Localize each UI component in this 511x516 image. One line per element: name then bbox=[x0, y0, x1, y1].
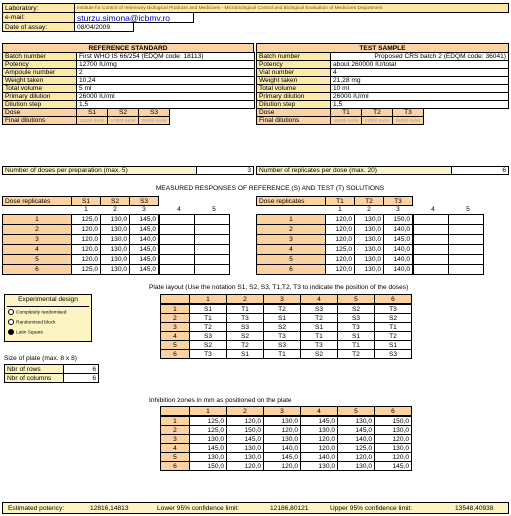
response-cell[interactable]: 120,0 bbox=[325, 254, 355, 265]
plate-col-header: 5 bbox=[337, 294, 375, 304]
response-cell[interactable]: 130,0 bbox=[354, 264, 384, 275]
upper-limit-label: Upper 95% confidence limit: bbox=[330, 505, 413, 512]
zones-row-header: 1 bbox=[160, 416, 190, 426]
zones-row-header: 6 bbox=[160, 461, 190, 471]
response-cell[interactable]: 130,0 bbox=[354, 234, 384, 245]
test-row-value[interactable]: 1,5 bbox=[330, 100, 509, 109]
zones-cell[interactable]: 120,0 bbox=[226, 461, 264, 471]
response-cell[interactable]: 120,0 bbox=[71, 244, 101, 255]
zones-cell[interactable]: 140,0 bbox=[300, 452, 338, 462]
test-dose-t2: T2 bbox=[361, 108, 393, 117]
plate-col-header: 4 bbox=[300, 294, 338, 304]
zones-cell[interactable]: 120,0 bbox=[374, 434, 412, 444]
plate-cell[interactable]: S1 bbox=[226, 349, 264, 359]
test-row-value[interactable]: 26000 IU/ml bbox=[330, 92, 509, 101]
responses-col-header: Dose replicates bbox=[2, 196, 72, 206]
zones-cell[interactable]: 145,0 bbox=[300, 416, 338, 426]
design-option[interactable] bbox=[8, 329, 91, 336]
zones-cell[interactable]: 125,0 bbox=[337, 443, 375, 453]
plate-cell[interactable]: S2 bbox=[300, 349, 338, 359]
response-cell[interactable]: 130,0 bbox=[100, 244, 130, 255]
reference-row-value[interactable]: 26000 IU/ml bbox=[76, 92, 255, 101]
zones-cell[interactable]: 130,0 bbox=[374, 443, 412, 453]
zones-cell[interactable]: 130,0 bbox=[337, 416, 375, 426]
reference-final-dilution: 26000 IU/ml bbox=[138, 116, 170, 125]
reference-row-value[interactable]: 12700 IU/mg bbox=[76, 60, 255, 69]
design-box bbox=[4, 294, 92, 342]
response-cell[interactable]: 145,0 bbox=[129, 244, 159, 255]
response-cell[interactable]: 145,0 bbox=[129, 214, 159, 225]
potency-label: Estimated potency: bbox=[8, 505, 65, 512]
plate-col-header: 1 bbox=[189, 294, 227, 304]
design-options bbox=[5, 309, 91, 336]
plate-size-label: Size of plate (max. 8 x 8) bbox=[4, 355, 77, 362]
zones-title: Inhibition zones in mm as positioned on the plate bbox=[149, 397, 292, 404]
results-bar bbox=[2, 502, 509, 514]
plate-cell[interactable]: S1 bbox=[189, 304, 227, 314]
reference-row-value[interactable]: 1,5 bbox=[76, 100, 255, 109]
plate-cell[interactable]: S2 bbox=[263, 322, 301, 332]
plate-cell[interactable]: T1 bbox=[226, 304, 264, 314]
zones-cell[interactable]: 145,0 bbox=[263, 452, 301, 462]
response-cell[interactable]: 140,0 bbox=[383, 224, 413, 235]
reference-row-label: Ampoule number bbox=[2, 68, 77, 77]
responses-col-header: S1 bbox=[71, 196, 101, 206]
responses-col-header: Dose replicates bbox=[256, 196, 326, 206]
responses-col-number: 4 bbox=[177, 206, 181, 213]
response-cell-empty[interactable] bbox=[159, 264, 195, 275]
design-option[interactable] bbox=[8, 319, 91, 326]
response-cell[interactable]: 130,0 bbox=[354, 214, 384, 225]
replicate-number: 4 bbox=[256, 244, 326, 255]
reference-row-label: Potency bbox=[2, 60, 77, 69]
response-cell[interactable]: 130,0 bbox=[100, 224, 130, 235]
response-cell[interactable]: 130,0 bbox=[354, 224, 384, 235]
reference-row-label: Dilution step bbox=[2, 100, 77, 109]
test-row-value[interactable]: about 260000 IU/total bbox=[330, 60, 509, 69]
zones-row-header: 2 bbox=[160, 425, 190, 435]
plate-cell[interactable]: S3 bbox=[226, 322, 264, 332]
lower-limit-value: 12186,80121 bbox=[270, 505, 309, 512]
responses-col-number: 1 bbox=[84, 206, 88, 213]
test-row-label: Weight taken bbox=[256, 76, 331, 85]
responses-col-number: 5 bbox=[466, 206, 470, 213]
responses-col-number: 1 bbox=[338, 206, 342, 213]
replicates-count-input[interactable]: 6 bbox=[451, 166, 509, 175]
test-dose-label: Dose bbox=[256, 108, 331, 117]
plate-cell[interactable]: S3 bbox=[263, 340, 301, 350]
zones-cell[interactable]: 145,0 bbox=[337, 425, 375, 435]
nrows-label: Nbr of rows bbox=[4, 364, 64, 374]
doses-count-label: Number of doses per preparation (max. 5) bbox=[2, 166, 197, 175]
ncols-label: Nbr of columns bbox=[4, 373, 64, 383]
response-cell[interactable]: 145,0 bbox=[129, 224, 159, 235]
zones-col-header: 3 bbox=[263, 406, 301, 416]
response-cell[interactable]: 120,0 bbox=[325, 224, 355, 235]
responses-col-number: 2 bbox=[367, 206, 371, 213]
response-cell[interactable]: 125,0 bbox=[71, 214, 101, 225]
response-cell[interactable]: 120,0 bbox=[71, 254, 101, 265]
zones-cell[interactable]: 145,0 bbox=[189, 443, 227, 453]
plate-col-header: 3 bbox=[263, 294, 301, 304]
plate-cell[interactable]: T1 bbox=[189, 313, 227, 323]
response-cell-empty[interactable] bbox=[413, 264, 449, 275]
response-cell[interactable]: 145,0 bbox=[129, 254, 159, 265]
response-cell[interactable]: 150,0 bbox=[383, 214, 413, 225]
reference-final-dilution: 17000 IU/ml bbox=[107, 116, 139, 125]
design-option-label: Randomised block bbox=[16, 319, 56, 325]
test-final-label: Final dilutions bbox=[256, 116, 331, 125]
response-cell[interactable]: 145,0 bbox=[383, 234, 413, 245]
zones-cell[interactable]: 125,0 bbox=[189, 416, 227, 426]
response-cell[interactable]: 120,0 bbox=[71, 224, 101, 235]
response-cell[interactable]: 140,0 bbox=[383, 254, 413, 265]
zones-corner bbox=[160, 406, 190, 416]
zones-cell[interactable]: 130,0 bbox=[374, 425, 412, 435]
date-label: Date of assay: bbox=[2, 22, 75, 32]
plate-cell[interactable]: T3 bbox=[337, 322, 375, 332]
response-cell[interactable]: 140,0 bbox=[383, 264, 413, 275]
lower-limit-label: Lower 95% confidence limit: bbox=[157, 505, 240, 512]
plate-row-header: 1 bbox=[160, 304, 190, 314]
plate-cell[interactable]: T2 bbox=[337, 349, 375, 359]
reference-dose-s2: S2 bbox=[107, 108, 139, 117]
test-dose-t3: T3 bbox=[392, 108, 424, 117]
zones-cell[interactable]: 120,0 bbox=[300, 443, 338, 453]
reference-dose-s3: S3 bbox=[138, 108, 170, 117]
doses-count-input[interactable]: 3 bbox=[196, 166, 254, 175]
response-cell[interactable]: 120,0 bbox=[325, 234, 355, 245]
ncols-input[interactable]: 6 bbox=[63, 373, 99, 383]
plate-cell[interactable]: S2 bbox=[374, 313, 412, 323]
zones-cell[interactable]: 130,0 bbox=[337, 461, 375, 471]
plate-cell[interactable]: S3 bbox=[300, 304, 338, 314]
response-cell[interactable]: 130,0 bbox=[100, 234, 130, 245]
radio-button-icon[interactable] bbox=[8, 319, 14, 325]
response-cell[interactable]: 120,0 bbox=[71, 234, 101, 245]
reference-dose-s1: S1 bbox=[76, 108, 108, 117]
test-row-label: Potency bbox=[256, 60, 331, 69]
test-row-label: Dilution step bbox=[256, 100, 331, 109]
plate-cell[interactable]: T3 bbox=[300, 340, 338, 350]
reference-row-label: Total volume bbox=[2, 84, 77, 93]
zones-cell[interactable]: 140,0 bbox=[337, 434, 375, 444]
radio-button-icon[interactable] bbox=[8, 309, 14, 315]
replicate-number: 1 bbox=[256, 214, 326, 225]
zones-row-header: 3 bbox=[160, 434, 190, 444]
plate-cell[interactable]: T1 bbox=[374, 322, 412, 332]
nrows-input[interactable]: 6 bbox=[63, 364, 99, 374]
plate-cell[interactable]: S2 bbox=[226, 331, 264, 341]
response-cell[interactable]: 120,0 bbox=[325, 264, 355, 275]
zones-col-header: 6 bbox=[374, 406, 412, 416]
plate-cell[interactable]: T1 bbox=[263, 349, 301, 359]
plate-cell[interactable]: S1 bbox=[374, 340, 412, 350]
zones-cell[interactable]: 120,0 bbox=[374, 452, 412, 462]
responses-col-header: S3 bbox=[129, 196, 159, 206]
replicate-number: 2 bbox=[2, 224, 72, 235]
plate-col-header: 2 bbox=[226, 294, 264, 304]
responses-col-number: 5 bbox=[212, 206, 216, 213]
replicate-number: 6 bbox=[2, 264, 72, 275]
response-cell-empty[interactable] bbox=[448, 264, 484, 275]
replicate-number: 5 bbox=[2, 254, 72, 265]
plate-corner bbox=[160, 294, 190, 304]
test-row-value[interactable]: 10 ml bbox=[330, 84, 509, 93]
zones-cell[interactable]: 130,0 bbox=[263, 434, 301, 444]
zones-cell[interactable]: 130,0 bbox=[189, 434, 227, 444]
test-row-value[interactable]: 4 bbox=[330, 68, 509, 77]
replicates-count-label: Number of replicates per dose (max. 20) bbox=[256, 166, 452, 175]
plate-cell[interactable]: T1 bbox=[337, 340, 375, 350]
reference-title: REFERENCE STANDARD bbox=[2, 43, 254, 53]
zones-cell[interactable]: 120,0 bbox=[263, 461, 301, 471]
zones-cell[interactable]: 120,0 bbox=[226, 416, 264, 426]
plate-cell[interactable]: T1 bbox=[300, 331, 338, 341]
reference-row-label: Weight taken bbox=[2, 76, 77, 85]
zones-cell[interactable]: 120,0 bbox=[263, 425, 301, 435]
plate-row-header: 5 bbox=[160, 340, 190, 350]
zones-cell[interactable]: 125,0 bbox=[189, 425, 227, 435]
responses-col-header: T1 bbox=[325, 196, 355, 206]
plate-cell[interactable]: S1 bbox=[263, 313, 301, 323]
responses-col-header: S2 bbox=[100, 196, 130, 206]
test-row-label: Primary dilution bbox=[256, 92, 331, 101]
responses-col-number: 3 bbox=[142, 206, 146, 213]
test-row-value[interactable]: 21,28 mg bbox=[330, 76, 509, 85]
zones-cell[interactable]: 130,0 bbox=[263, 416, 301, 426]
test-dose-t1: T1 bbox=[330, 108, 362, 117]
reference-row-label: Primary dilution bbox=[2, 92, 77, 101]
response-cell[interactable]: 125,0 bbox=[71, 264, 101, 275]
responses-col-number: 3 bbox=[396, 206, 400, 213]
replicate-number: 3 bbox=[256, 234, 326, 245]
test-final-dilution: 26000 IU/ml bbox=[392, 116, 424, 125]
response-cell[interactable]: 130,0 bbox=[100, 254, 130, 265]
reference-final-dilution: 11000 IU/ml bbox=[76, 116, 108, 125]
plate-cell[interactable]: T3 bbox=[263, 331, 301, 341]
zones-row-header: 4 bbox=[160, 443, 190, 453]
plate-cell[interactable]: T3 bbox=[226, 313, 264, 323]
response-cell[interactable]: 130,0 bbox=[354, 244, 384, 255]
zones-cell[interactable]: 130,0 bbox=[226, 452, 264, 462]
plate-cell[interactable]: S2 bbox=[189, 340, 227, 350]
zones-cell[interactable]: 120,0 bbox=[300, 434, 338, 444]
responses-col-number: 2 bbox=[113, 206, 117, 213]
reference-row-value[interactable]: 2 bbox=[76, 68, 255, 77]
laboratory-value[interactable]: Institute for Control of Veterinary Biological Products and Medicines - Microbiological Control and Biological Evaluation of Medicines Department bbox=[74, 3, 509, 13]
reference-row-label: Batch number bbox=[2, 52, 77, 61]
plate-cell[interactable]: T2 bbox=[226, 340, 264, 350]
email-link[interactable]: sturzu.simona@icbmv.ro bbox=[77, 13, 171, 23]
reference-final-label: Final dilutions bbox=[2, 116, 77, 125]
zones-col-header: 4 bbox=[300, 406, 338, 416]
plate-cell[interactable]: S2 bbox=[337, 304, 375, 314]
zones-cell[interactable]: 145,0 bbox=[374, 461, 412, 471]
zones-cell[interactable]: 130,0 bbox=[226, 443, 264, 453]
zones-cell[interactable]: 150,0 bbox=[189, 461, 227, 471]
zones-row-header: 5 bbox=[160, 452, 190, 462]
radio-button-icon[interactable] bbox=[8, 329, 14, 335]
replicate-number: 4 bbox=[2, 244, 72, 255]
zones-cell[interactable]: 140,0 bbox=[263, 443, 301, 453]
date-field[interactable]: 08/04/2009 bbox=[74, 22, 134, 32]
test-final-dilution: 17000 IU/ml bbox=[361, 116, 393, 125]
plate-row-header: 3 bbox=[160, 322, 190, 332]
test-row-label: Total volume bbox=[256, 84, 331, 93]
responses-col-number: 4 bbox=[431, 206, 435, 213]
reference-row-value[interactable]: 5 ml bbox=[76, 84, 255, 93]
design-option[interactable] bbox=[8, 309, 91, 316]
response-cell[interactable]: 125,0 bbox=[325, 244, 355, 255]
zones-cell[interactable]: 150,0 bbox=[226, 425, 264, 435]
response-cell[interactable]: 145,0 bbox=[129, 264, 159, 275]
zones-col-header: 1 bbox=[189, 406, 227, 416]
upper-limit-value: 13548,40938 bbox=[455, 505, 494, 512]
plate-row-header: 6 bbox=[160, 349, 190, 359]
zones-cell[interactable]: 130,0 bbox=[300, 461, 338, 471]
plate-col-header: 6 bbox=[374, 294, 412, 304]
responses-col-header: T3 bbox=[383, 196, 413, 206]
zones-cell[interactable]: 130,0 bbox=[189, 452, 227, 462]
zones-cell[interactable]: 130,0 bbox=[300, 425, 338, 435]
replicate-number: 2 bbox=[256, 224, 326, 235]
reference-row-value[interactable]: First WHO IS 66/254 (EDQM code: 18113) bbox=[76, 52, 255, 61]
plate-cell[interactable]: T2 bbox=[374, 331, 412, 341]
test-row-label: Vial number bbox=[256, 68, 331, 77]
zones-cell[interactable]: 145,0 bbox=[226, 434, 264, 444]
replicate-number: 6 bbox=[256, 264, 326, 275]
response-cell-empty[interactable] bbox=[194, 264, 230, 275]
plate-cell[interactable]: T2 bbox=[300, 313, 338, 323]
test-final-dilution: 11000 IU/ml bbox=[330, 116, 362, 125]
email-label: e-mail: bbox=[2, 12, 75, 23]
zones-col-header: 2 bbox=[226, 406, 264, 416]
response-cell[interactable]: 140,0 bbox=[383, 244, 413, 255]
replicate-number: 3 bbox=[2, 234, 72, 245]
responses-col-header: T2 bbox=[354, 196, 384, 206]
zones-cell[interactable]: 150,0 bbox=[374, 416, 412, 426]
reference-row-value[interactable]: 10,24 bbox=[76, 76, 255, 85]
plate-title: Plate layout (Use the notation S1, S2, S3, T1,T2, T3 to indicate the position of the doses) bbox=[149, 284, 409, 291]
laboratory-label: Laboratory: bbox=[2, 3, 75, 13]
test-row-value[interactable]: Proposed CRS batch 2 (EDQM code: 36041) bbox=[330, 52, 509, 61]
zones-cell[interactable]: 120,0 bbox=[337, 452, 375, 462]
reference-dose-label: Dose bbox=[2, 108, 77, 117]
response-cell[interactable]: 130,0 bbox=[100, 214, 130, 225]
plate-cell[interactable]: S1 bbox=[337, 331, 375, 341]
response-cell[interactable]: 130,0 bbox=[354, 254, 384, 265]
responses-title: MEASURED RESPONSES OF REFERENCE (S) AND TEST (T) SOLUTIONS bbox=[155, 185, 385, 192]
plate-cell[interactable]: S1 bbox=[300, 322, 338, 332]
test-title: TEST SAMPLE bbox=[256, 43, 509, 53]
replicate-number: 5 bbox=[256, 254, 326, 265]
plate-cell[interactable]: S3 bbox=[374, 349, 412, 359]
test-row-label: Batch number bbox=[256, 52, 331, 61]
plate-cell[interactable]: S3 bbox=[189, 331, 227, 341]
plate-row-header: 2 bbox=[160, 313, 190, 323]
response-cell[interactable]: 130,0 bbox=[100, 264, 130, 275]
design-option-label: Completely randomised bbox=[16, 309, 67, 315]
response-cell[interactable]: 140,0 bbox=[129, 234, 159, 245]
plate-cell[interactable]: T3 bbox=[189, 349, 227, 359]
plate-row-header: 4 bbox=[160, 331, 190, 341]
plate-cell[interactable]: S3 bbox=[337, 313, 375, 323]
plate-cell[interactable]: T2 bbox=[189, 322, 227, 332]
zones-col-header: 5 bbox=[337, 406, 375, 416]
replicate-number: 1 bbox=[2, 214, 72, 225]
design-title: Experimental design bbox=[18, 296, 78, 303]
plate-cell[interactable]: T3 bbox=[374, 304, 412, 314]
response-cell[interactable]: 120,0 bbox=[325, 214, 355, 225]
potency-value: 12816,14813 bbox=[90, 505, 129, 512]
plate-cell[interactable]: T2 bbox=[263, 304, 301, 314]
design-option-label: Latin Square bbox=[16, 329, 44, 335]
